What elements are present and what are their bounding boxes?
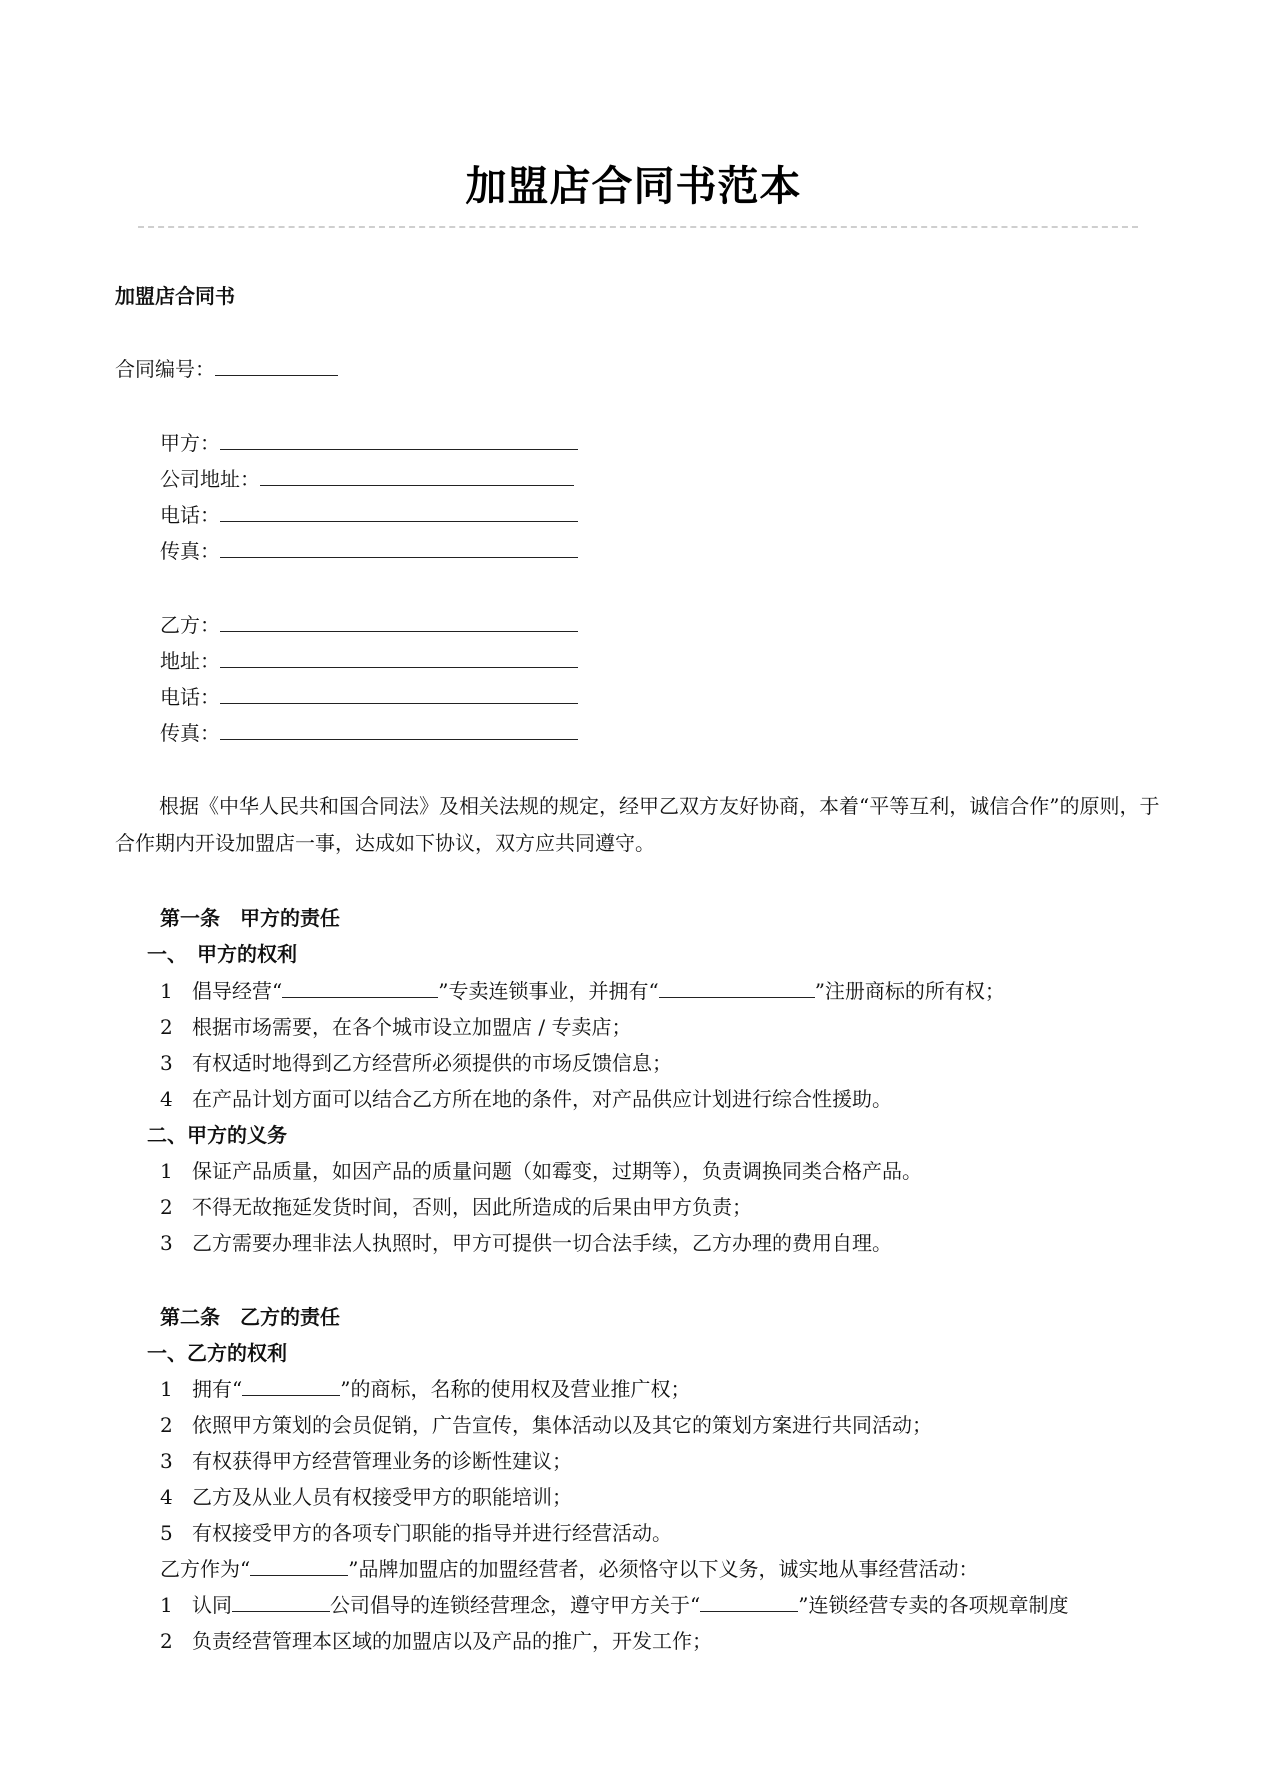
article-2-right-item xyxy=(160,1485,572,1509)
item-number: 1 xyxy=(160,979,173,1003)
item-text: 有权获得甲方经营管理业务的诊断性建议； xyxy=(192,1449,572,1473)
item-number: 3 xyxy=(160,1449,173,1473)
party-b-phone-row xyxy=(160,685,578,709)
party-b-phone-label: 电话： xyxy=(160,685,220,709)
article-1-right-item xyxy=(160,1015,631,1039)
item-number: 1 xyxy=(160,1377,173,1401)
article-2-right-item xyxy=(160,1413,932,1437)
article-2-obligation-item xyxy=(160,1593,1068,1617)
party-b-name-blank xyxy=(220,613,578,632)
party-a-phone-row xyxy=(160,503,578,527)
item-text: 公司倡导的连锁经营理念，遵守甲方关于“ xyxy=(330,1593,701,1617)
party-a-name-row xyxy=(160,431,578,455)
item-number: 4 xyxy=(160,1485,173,1509)
article-2-obligation-intro xyxy=(160,1557,978,1581)
article-2-right-item xyxy=(160,1377,690,1401)
party-b-fax-label: 传真： xyxy=(160,721,220,745)
item-text: 倡导经营“ xyxy=(192,979,283,1003)
item-text: 在产品计划方面可以结合乙方所在地的条件，对产品供应计划进行综合性援助。 xyxy=(192,1087,892,1111)
article-1-duty-item xyxy=(160,1231,892,1255)
item-text: 拥有“ xyxy=(192,1377,243,1401)
party-b-phone-blank xyxy=(220,685,578,704)
party-a-address-row xyxy=(160,467,574,491)
contract-heading: 加盟店合同书 xyxy=(115,284,235,308)
item-text: ”注册商标的所有权； xyxy=(814,979,1005,1003)
article-1-title: 第一条 甲方的责任 xyxy=(160,906,340,930)
contract-number-row xyxy=(115,357,338,381)
party-b-name-label: 乙方： xyxy=(160,613,220,637)
item-text: ”的商标，名称的使用权及营业推广权； xyxy=(340,1377,691,1401)
item-text: 不得无故拖延发货时间，否则，因此所造成的后果由甲方负责； xyxy=(192,1195,752,1219)
article-1-right-item xyxy=(160,1087,892,1111)
item-number: 5 xyxy=(160,1521,173,1545)
item-blank xyxy=(242,1377,340,1396)
item-text: ”连锁经营专卖的各项规章制度 xyxy=(798,1593,1069,1617)
item-number: 2 xyxy=(160,1015,173,1039)
article-1-duty-item xyxy=(160,1195,752,1219)
article-2-title: 第二条 乙方的责任 xyxy=(160,1305,340,1329)
item-blank xyxy=(232,1593,330,1612)
item-text: ”品牌加盟店的加盟经营者，必须恪守以下义务，诚实地从事经营活动： xyxy=(348,1557,979,1581)
item-number: 1 xyxy=(160,1593,173,1617)
party-b-address-label: 地址： xyxy=(160,649,220,673)
item-text: 负责经营管理本区域的加盟店以及产品的推广，开发工作； xyxy=(192,1629,712,1653)
item-blank xyxy=(282,979,438,998)
item-blank xyxy=(659,979,815,998)
item-number: 3 xyxy=(160,1051,173,1075)
article-2-right-item xyxy=(160,1521,672,1545)
party-a-address-label: 公司地址： xyxy=(160,467,260,491)
contract-number-label: 合同编号： xyxy=(115,357,215,381)
item-text: ”专卖连锁事业，并拥有“ xyxy=(438,979,659,1003)
party-b-name-row xyxy=(160,613,578,637)
party-a-address-blank xyxy=(260,467,574,486)
intro-paragraph: 根据《中华人民共和国合同法》及相关法规的规定，经甲乙双方友好协商，本着“平等互利，诚信合作”的原则，于合作期内开设加盟店一事，达成如下协议，双方应共同遵守。 xyxy=(115,794,1160,855)
article-1-rights-title: 一、 甲方的权利 xyxy=(147,942,297,966)
item-text: 乙方及从业人员有权接受甲方的职能培训； xyxy=(192,1485,572,1509)
party-a-phone-label: 电话： xyxy=(160,503,220,527)
item-number: 4 xyxy=(160,1087,173,1111)
item-number: 3 xyxy=(160,1231,173,1255)
party-b-address-row xyxy=(160,649,578,673)
party-a-name-blank xyxy=(220,431,578,450)
article-1-right-item xyxy=(160,1051,672,1075)
party-a-fax-blank xyxy=(220,539,578,558)
title-divider xyxy=(138,226,1138,228)
article-1-duties-title: 二、甲方的义务 xyxy=(147,1123,287,1147)
item-number: 1 xyxy=(160,1159,173,1183)
party-b-fax-row xyxy=(160,721,578,745)
item-text: 根据市场需要，在各个城市设立加盟店 / 专卖店； xyxy=(192,1015,632,1039)
article-1-duty-item xyxy=(160,1159,922,1183)
item-text: 有权适时地得到乙方经营所必须提供的市场反馈信息； xyxy=(192,1051,672,1075)
item-text: 依照甲方策划的会员促销，广告宣传，集体活动以及其它的策划方案进行共同活动； xyxy=(192,1413,932,1437)
article-2-right-item xyxy=(160,1449,572,1473)
contract-number-blank xyxy=(215,357,338,376)
article-1-right-item xyxy=(160,979,1005,1003)
document-title: 加盟店合同书范本 xyxy=(465,162,802,210)
party-b-fax-blank xyxy=(220,721,578,740)
item-text: 认同 xyxy=(192,1593,232,1617)
item-text: 保证产品质量，如因产品的质量问题（如霉变，过期等），负责调换同类合格产品。 xyxy=(192,1159,922,1183)
item-blank xyxy=(250,1557,348,1576)
item-blank xyxy=(700,1593,798,1612)
party-a-phone-blank xyxy=(220,503,578,522)
article-2-obligation-item xyxy=(160,1629,712,1653)
party-a-fax-row xyxy=(160,539,578,563)
item-number: 2 xyxy=(160,1195,173,1219)
item-number: 2 xyxy=(160,1629,173,1653)
party-b-address-blank xyxy=(220,649,578,668)
article-2-rights-title: 一、乙方的权利 xyxy=(147,1341,287,1365)
party-a-fax-label: 传真： xyxy=(160,539,220,563)
item-number: 2 xyxy=(160,1413,173,1437)
party-a-name-label: 甲方： xyxy=(160,431,220,455)
item-text: 乙方需要办理非法人执照时，甲方可提供一切合法手续，乙方办理的费用自理。 xyxy=(192,1231,892,1255)
item-text: 有权接受甲方的各项专门职能的指导并进行经营活动。 xyxy=(192,1521,672,1545)
item-text: 乙方作为“ xyxy=(160,1557,251,1581)
